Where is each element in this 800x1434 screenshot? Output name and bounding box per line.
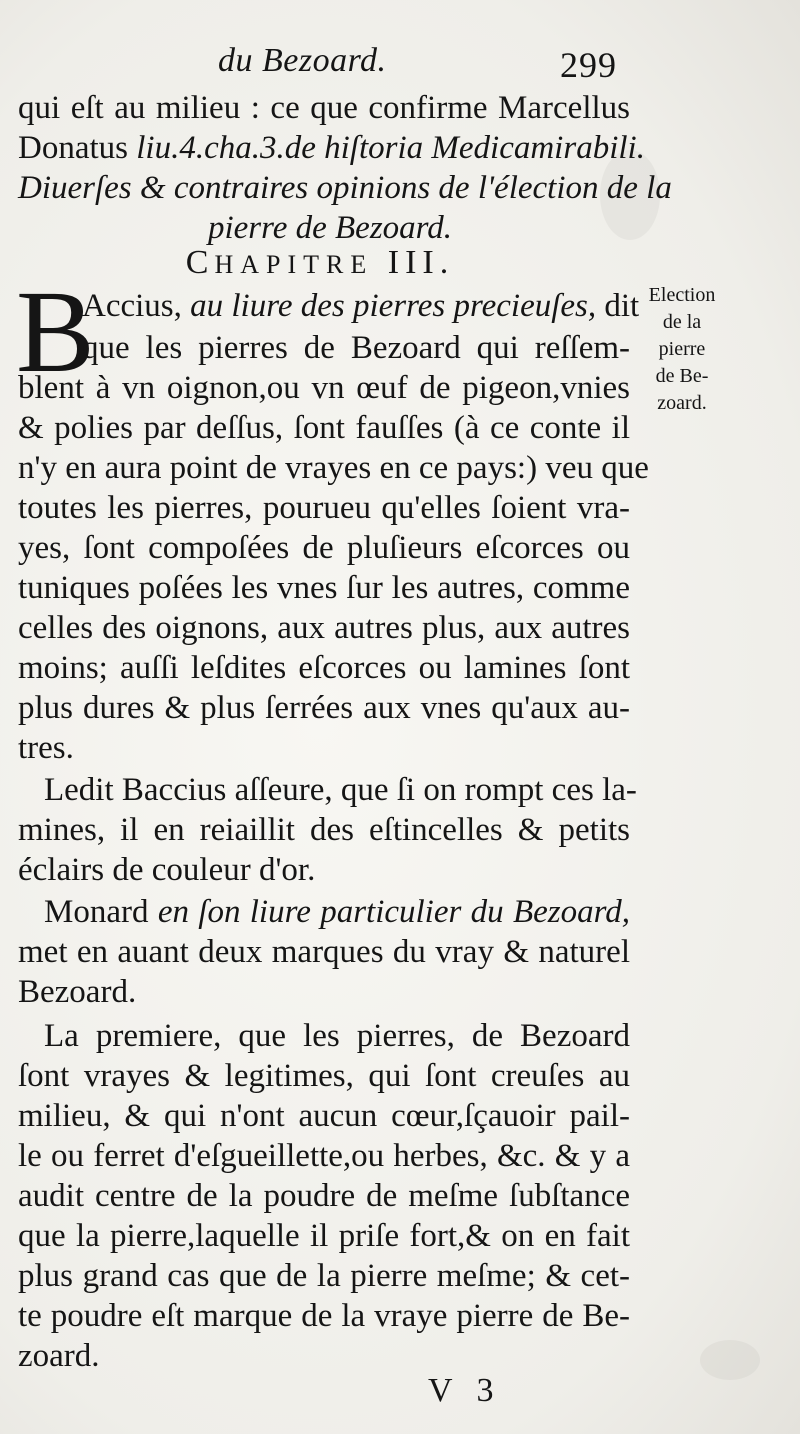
- margin-note-line: Election: [648, 284, 716, 306]
- text-line: audit centre de la poudre de meſme ſubſtance: [18, 1178, 630, 1214]
- text-line: yes, ſont compoſées de pluſieurs eſcorces ou: [18, 530, 630, 566]
- text-line: [18, 128, 645, 168]
- text-line: ſont vrayes & legitimes, qui ſont creuſes au: [18, 1058, 630, 1094]
- text-line: tres.: [18, 730, 74, 766]
- page-header: [0, 42, 800, 92]
- margin-note-line: pierre: [658, 338, 706, 360]
- signature-mark: V 3: [428, 1372, 502, 1409]
- text-line: te poudre eſt marque de la vraye pierre de Be-: [18, 1298, 630, 1334]
- text-line-roman: Monard: [44, 894, 158, 930]
- text-line: plus dures & plus ſerrées aux vnes qu'aux au-: [18, 690, 630, 726]
- text-line: blent à vn oignon,ou vn œuf de pigeon,vnies: [18, 370, 630, 406]
- text-line: que la pierre,laquelle il priſe fort,& on en fait: [18, 1218, 630, 1254]
- text-line: tuniques poſées les vnes ſur les autres, comme: [18, 570, 630, 606]
- text-line: [44, 892, 630, 932]
- text-line: n'y en aura point de vrayes en ce pays:) veu que: [18, 450, 649, 486]
- citation-italic: liu.4.cha.3.de hiſtoria Medicamirabili.: [136, 130, 645, 166]
- text-line-roman: Accius,: [82, 288, 191, 324]
- running-head: du Bezoard.: [218, 42, 387, 79]
- text-line: éclairs de couleur d'or.: [18, 852, 316, 888]
- page-stain: [700, 1340, 760, 1380]
- text-line: Ledit Baccius aſſeure, que ſi on rompt ces la-: [44, 772, 637, 808]
- margin-note-line: zoard.: [657, 392, 707, 414]
- margin-note-line: de Be-: [655, 365, 709, 387]
- text-line: celles des oignons, aux autres plus, aux autres: [18, 610, 630, 646]
- text-line: mines, il en reiaillit des eſtincelles & petits: [18, 812, 630, 848]
- page-number: 299: [560, 45, 617, 85]
- text-line: La premiere, que les pierres, de Bezoard: [44, 1018, 630, 1054]
- text-line: que les pierres de Bezoard qui reſſem-: [82, 330, 630, 366]
- text-line: le ou ferret d'eſgueillette,ou herbes, &c. & y a: [18, 1138, 630, 1174]
- text-line-roman: dit: [596, 288, 640, 324]
- text-line: zoard.: [18, 1338, 100, 1374]
- drop-cap: B: [16, 266, 95, 397]
- text-line: moins; auſſi leſdites eſcorces ou lamines ſont: [18, 650, 630, 686]
- margin-note: [642, 282, 722, 417]
- text-line: met en auant deux marques du vray & naturel: [18, 934, 630, 970]
- margin-note-line: de la: [662, 311, 702, 333]
- text-line: & polies par deſſus, ſont fauſſes (à ce conte il: [18, 410, 630, 446]
- text-line: toutes les pierres, pourueu qu'elles ſoient vra-: [18, 490, 630, 526]
- text-line: qui eſt au milieu : ce que confirme Marcellus: [18, 90, 630, 126]
- text-line-roman: Donatus: [18, 130, 137, 166]
- text-line: [82, 286, 640, 326]
- text-line: milieu, & qui n'ont aucun cœur,ſçauoir pail-: [18, 1098, 630, 1134]
- citation-italic: en ſon liure particulier du Bezoard,: [157, 894, 630, 930]
- chapter-heading: CHAPITRE III.: [185, 244, 455, 281]
- text-line: plus grand cas que de la pierre meſme; & cet-: [18, 1258, 630, 1294]
- section-title-line: pierre de Bezoard.: [207, 210, 453, 246]
- section-title-line: Diuerſes & contraires opinions de l'élection de la: [18, 170, 672, 206]
- text-line: Bezoard.: [18, 974, 137, 1010]
- citation-italic: au liure des pierres precieuſes,: [190, 288, 597, 324]
